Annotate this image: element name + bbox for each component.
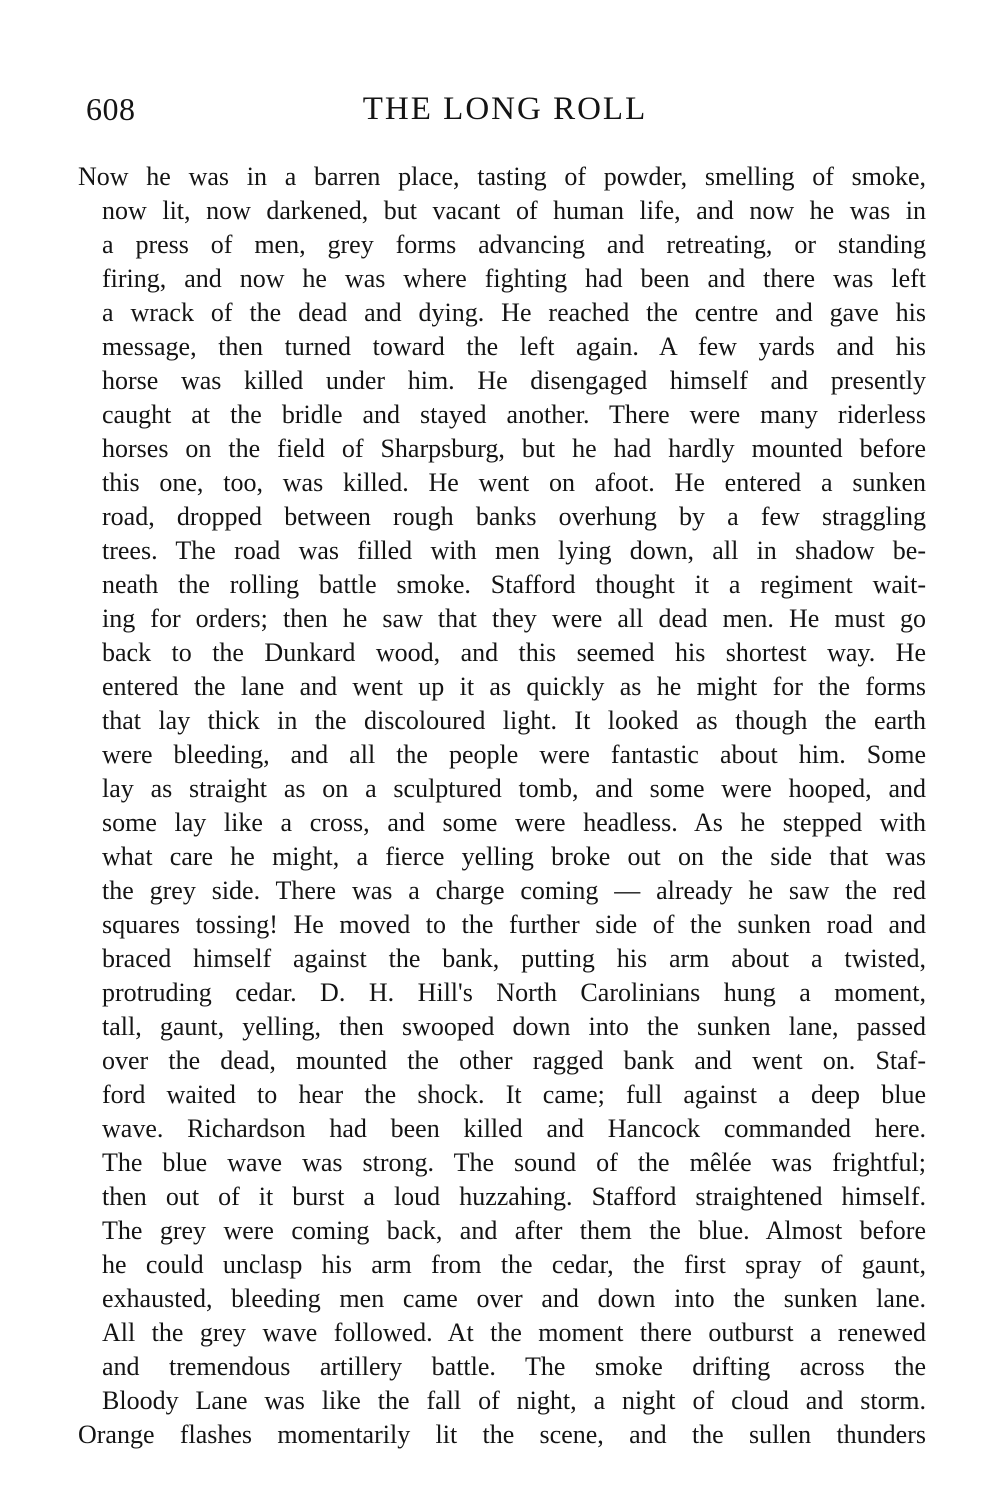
text-line: back to the Dunkard wood, and this seemed his shortest way. He [102,638,926,667]
running-head [80,84,926,134]
text-line: The grey were coming back, and after them the blue. Almost before [102,1216,926,1245]
text-line: braced himself against the bank, putting his arm about a twisted, [102,944,926,973]
text-line: horses on the field of Sharpsburg, but he had hardly mounted before [102,434,926,463]
page-number: 608 [86,91,136,127]
text-line: Now he was in a barren place, tasting of powder, smelling of smoke, [78,162,926,191]
text-line: were bleeding, and all the people were fantastic about him. Some [102,740,926,769]
running-title: THE LONG ROLL [362,91,648,127]
text-line: trees. The road was filled with men lying down, all in shadow be- [102,536,926,565]
text-line: firing, and now he was where fighting had been and there was left [102,264,926,293]
text-line: entered the lane and went up it as quickly as he might for the forms [102,672,926,701]
text-line: neath the rolling battle smoke. Stafford thought it a regiment wait- [102,570,926,599]
text-line: this one, too, was killed. He went on afoot. He entered a sunken [102,468,926,497]
text-line: squares tossing! He moved to the further side of the sunken road and [102,910,926,939]
text-line: lay as straight as on a sculptured tomb, and some were hooped, and [102,774,926,803]
text-line: road, dropped between rough banks overhung by a few straggling [102,502,926,531]
text-line: Bloody Lane was like the fall of night, a night of cloud and storm. [102,1386,926,1415]
text-line: The blue wave was strong. The sound of the mêlée was frightful; [102,1148,926,1177]
text-line: that lay thick in the discoloured light. It looked as though the earth [102,706,926,735]
text-line: what care he might, a fierce yelling broke out on the side that was [102,842,926,871]
text-line: he could unclasp his arm from the cedar, the first spray of gaunt, [102,1250,926,1279]
text-line: exhausted, bleeding men came over and down into the sunken lane. [102,1284,926,1313]
text-line: message, then turned toward the left again. A few yards and his [102,332,926,361]
text-line: ford waited to hear the shock. It came; full against a deep blue [102,1080,926,1109]
text-line: Orange flashes momentarily lit the scene, and the sullen thunders [78,1420,926,1449]
text-line: wave. Richardson had been killed and Hancock commanded here. [102,1114,926,1143]
text-line: and tremendous artillery battle. The smoke drifting across the [102,1352,926,1381]
text-line: a wrack of the dead and dying. He reached the centre and gave his [102,298,926,327]
text-line: tall, gaunt, yelling, then swooped down into the sunken lane, passed [102,1012,926,1041]
text-line: a press of men, grey forms advancing and retreating, or standing [102,230,926,259]
body-text [78,160,926,1452]
text-line: All the grey wave followed. At the moment there outburst a renewed [102,1318,926,1347]
text-line: horse was killed under him. He disengaged himself and presently [102,366,926,395]
text-line: caught at the bridle and stayed another. There were many riderless [102,400,926,429]
text-line: some lay like a cross, and some were headless. As he stepped with [102,808,926,837]
text-line: the grey side. There was a charge coming — already he saw the red [102,876,926,905]
text-line: protruding cedar. D. H. Hill's North Carolinians hung a moment, [102,978,926,1007]
text-line: now lit, now darkened, but vacant of human life, and now he was in [102,196,926,225]
text-line: over the dead, mounted the other ragged bank and went on. Staf- [102,1046,926,1075]
text-line: ing for orders; then he saw that they were all dead men. He must go [102,604,926,633]
text-line: then out of it burst a loud huzzahing. Stafford straightened himself. [102,1182,926,1211]
